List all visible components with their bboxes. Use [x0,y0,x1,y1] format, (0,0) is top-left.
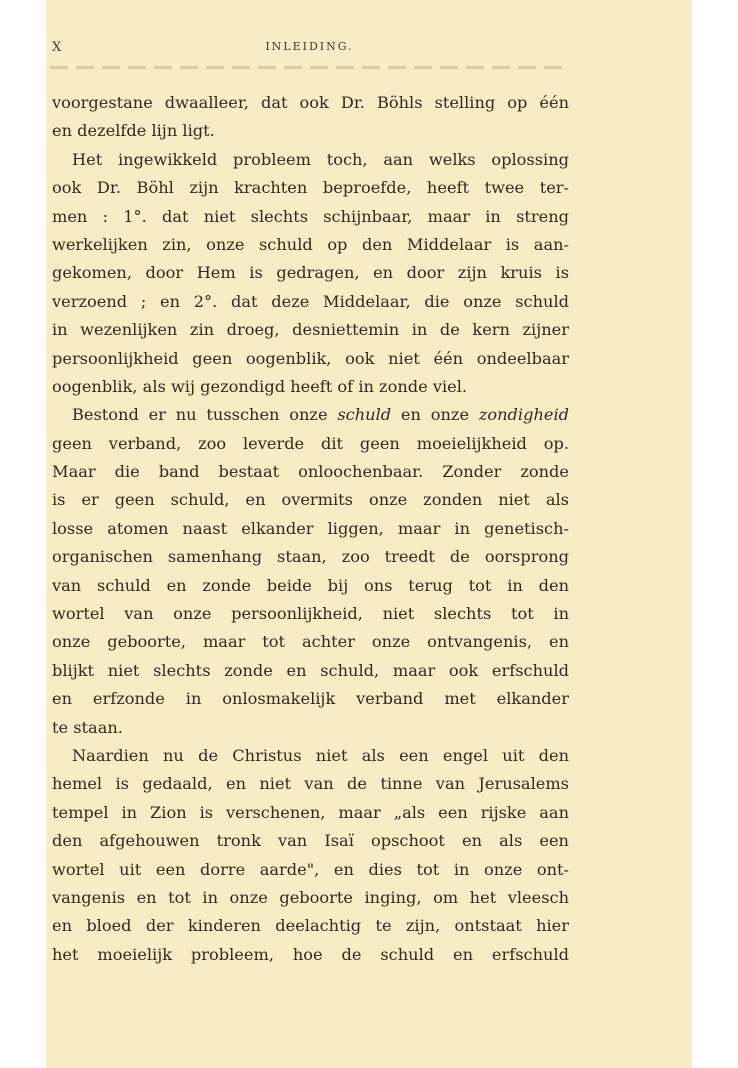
header-rule [50,66,565,69]
text-line: is er geen schuld, en overmits onze zonden niet als [52,490,569,510]
body-text [52,89,569,969]
text-line: tempel in Zion is verschenen, maar „als een rijske aan [52,802,569,822]
text-line: hemel is gedaald, en niet van de tinne van Jerusalems [52,774,569,794]
text-line: losse atomen naast elkander liggen, maar in genetisch- [52,518,569,538]
italic-word: schuld [337,405,392,425]
text-line: in wezenlijken zin droeg, desniettemin in de kern zijner [52,320,569,340]
text-line: te staan. [52,717,123,737]
text-line: gekomen, door Hem is gedragen, en door zijn kruis is [52,263,569,283]
text-line: verzoend ; en 2°. dat deze Middelaar, die onze schuld [52,291,569,311]
running-title: INLEIDING. [265,40,354,53]
text-line: ook Dr. Böhl zijn krachten beproefde, heeft twee ter- [52,178,569,198]
text-fragment: Bestond er nu tusschen onze [72,405,338,425]
text-fragment: en onze [391,405,479,425]
text-line: Maar die band bestaat onloochenbaar. Zonder zonde [52,462,569,482]
text-line: en erfzonde in onlosmakelijk verband met elkander [52,689,569,709]
text-line: en dezelfde lijn ligt. [52,121,215,141]
text-line: onze geboorte, maar tot achter onze ontvangenis, en [52,632,569,652]
text-line [52,401,569,429]
text-line: geen verband, zoo leverde dit geen moeielijkheid op. [52,433,569,453]
text-line: den afgehouwen tronk van Isaï opschoot en als een [52,831,569,851]
text-line: werkelijken zin, onze schuld op den Middelaar is aan- [52,234,569,254]
text-line: Naardien nu de Christus niet als een engel uit den [72,745,569,765]
text-line: van schuld en zonde beide bij ons terug tot in den [52,575,569,595]
italic-word: zondigheid [478,405,569,425]
text-line: het moeielijk probleem, hoe de schuld en erfschuld [52,944,569,964]
text-line: oogenblik, als wij gezondigd heeft of in zonde viel. [52,376,468,396]
text-line: wortel van onze persoonlijkheid, niet slechts tot in [52,604,569,624]
text-line: men : 1°. dat niet slechts schijnbaar, maar in streng [52,206,569,226]
text-line: blijkt niet slechts zonde en schuld, maar ook erfschuld [52,660,569,680]
text-line: Het ingewikkeld probleem toch, aan welks oplossing [72,149,569,169]
text-line: voorgestane dwaalleer, dat ook Dr. Böhls stelling op één [52,93,569,112]
text-line: organischen samenhang staan, zoo treedt de oorsprong [52,547,569,567]
running-head [52,40,567,60]
text-line: wortel uit een dorre aarde", en dies tot in onze ont- [52,859,569,879]
text-line: persoonlijkheid geen oogenblik, ook niet één ondeelbaar [52,348,569,368]
text-line: vangenis en tot in onze geboorte inging, om het vleesch [52,887,569,907]
page-number: X [52,40,63,55]
text-line: en bloed der kinderen deelachtig te zijn, ontstaat hier [52,916,569,936]
